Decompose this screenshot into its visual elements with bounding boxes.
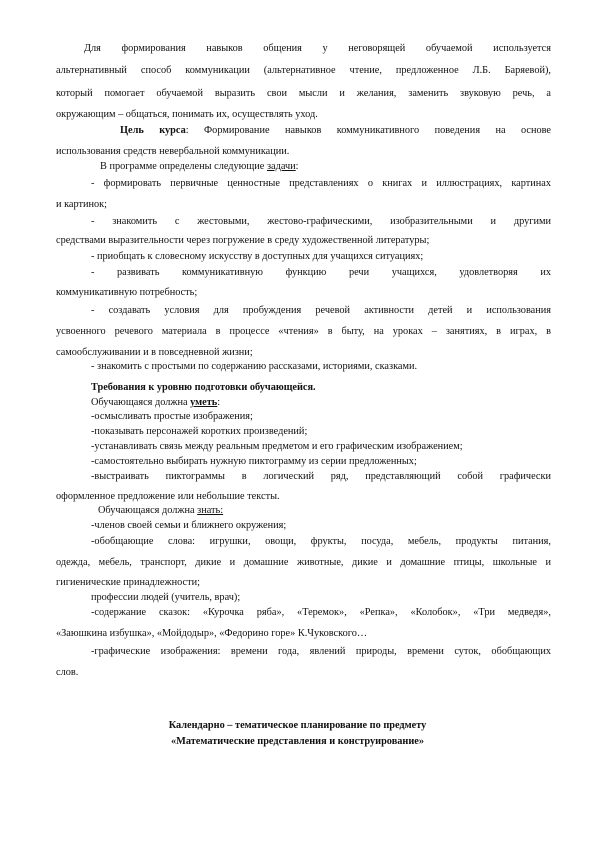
know-intro-text: Обучающаяся должна — [98, 505, 198, 516]
able-item-2: -показывать персонажей коротких произведений; — [91, 426, 308, 437]
know-item-5-line-2: слов. — [56, 667, 79, 678]
able-intro-text: Обучающаяся должна — [91, 397, 191, 408]
task-4-line-2: коммуникативную потребность; — [56, 287, 198, 298]
know-item-2-line-1: -обобщающие слова: игрушки, овощи, фрукты, посуда, мебель, продукты питания, — [91, 536, 551, 547]
tasks-intro-colon: : — [295, 161, 299, 172]
task-6: - знакомить с простыми по содержанию рассказами, историями, сказками. — [91, 361, 418, 372]
able-item-4: -самостоятельно выбирать нужную пиктограмму из серии предложенных; — [91, 456, 417, 467]
know-item-4-line-1: -содержание сказок: «Курочка ряба», «Теремок», «Репка», «Колобок», «Три медведя», — [91, 607, 551, 618]
task-2-line-1: - знакомить с жестовыми, жестово-графическими, изобразительными и другими — [91, 216, 551, 227]
task-3: - приобщать к словесному искусству в доступных для учащихся ситуациях; — [91, 251, 424, 262]
task-1-line-2: и картинок; — [56, 199, 108, 210]
goal-text: : Формирование навыков коммуникативного поведения на основе — [185, 125, 552, 136]
calendar-title-line-2: «Математические представления и конструирование» — [171, 736, 424, 747]
know-keyword: знать: — [197, 505, 224, 516]
tasks-intro-text: В программе определены следующие — [100, 161, 267, 172]
able-item-5-line-1: -выстраивать пиктограммы в логический ряд, представляющий собой графически — [91, 471, 551, 482]
task-5-line-3: самообслуживании и в повседневной жизни; — [56, 347, 253, 358]
goal-label: Цель курса — [120, 125, 186, 136]
able-colon: : — [217, 397, 221, 408]
intro-line-2: альтернативный способ коммуникации (альтернативное чтение, предложенное Л.Б. Баряевой), — [56, 65, 551, 76]
goal-line-1 — [120, 124, 551, 137]
know-item-1: -членов своей семьи и ближнего окружения; — [91, 520, 287, 531]
goal-line-2: использования средств невербальной коммуникации. — [56, 146, 290, 157]
able-item-1: -осмысливать простые изображения; — [91, 411, 253, 422]
task-5-line-1: - создавать условия для пробуждения речевой активности детей и использования — [91, 305, 551, 316]
intro-line-3: который помогает обучаемой выразить свои мысли и желания, заменить звуковую речь, а — [56, 88, 551, 99]
intro-line-1: Для формирования навыков общения у неговорящей обучаемой используется — [84, 43, 551, 54]
know-item-2-line-3: гигиенические принадлежности; — [56, 577, 200, 588]
task-4-line-1: - развивать коммуникативную функцию речи учащихся, удовлетворяя их — [91, 267, 551, 278]
able-intro — [91, 396, 551, 409]
task-2-line-2: средствами выразительности через погружение в среду художественной литературы; — [56, 235, 430, 246]
know-intro — [98, 504, 551, 517]
tasks-keyword: задачи — [266, 161, 296, 172]
know-item-3: профессии людей (учитель, врач); — [91, 592, 241, 603]
task-5-line-2: усвоенного речевого материала в процессе «чтения» в быту, на уроках – занятиях, в играх, в — [56, 326, 551, 337]
able-keyword: уметь — [190, 397, 218, 408]
able-item-3: -устанавливать связь между реальным предметом и его графическим изображением; — [91, 441, 463, 452]
able-item-5-line-2: оформленное предложение или небольшие тексты. — [56, 491, 280, 502]
know-item-2-line-2: одежда, мебель, транспорт, дикие и домашние животные, дикие и домашние птицы, школьные и — [56, 557, 551, 568]
task-1-line-1: - формировать первичные ценностные представлениях о книгах и иллюстрациях, картинах — [91, 178, 551, 189]
tasks-intro — [100, 160, 551, 173]
requirements-title: Требования к уровню подготовки обучающейся. — [91, 382, 316, 393]
know-item-4-line-2: «Заюшкина избушка», «Мойдодыр», «Федорино горе» К.Чуковского… — [56, 628, 368, 639]
know-item-5-line-1: -графические изображения: времени года, явлений природы, времени суток, обобщающих — [91, 646, 551, 657]
calendar-title-line-1: Календарно – тематическое планирование по предмету — [168, 720, 427, 731]
intro-line-4: окружающим – общаться, понимать их, осуществлять уход. — [56, 109, 318, 120]
